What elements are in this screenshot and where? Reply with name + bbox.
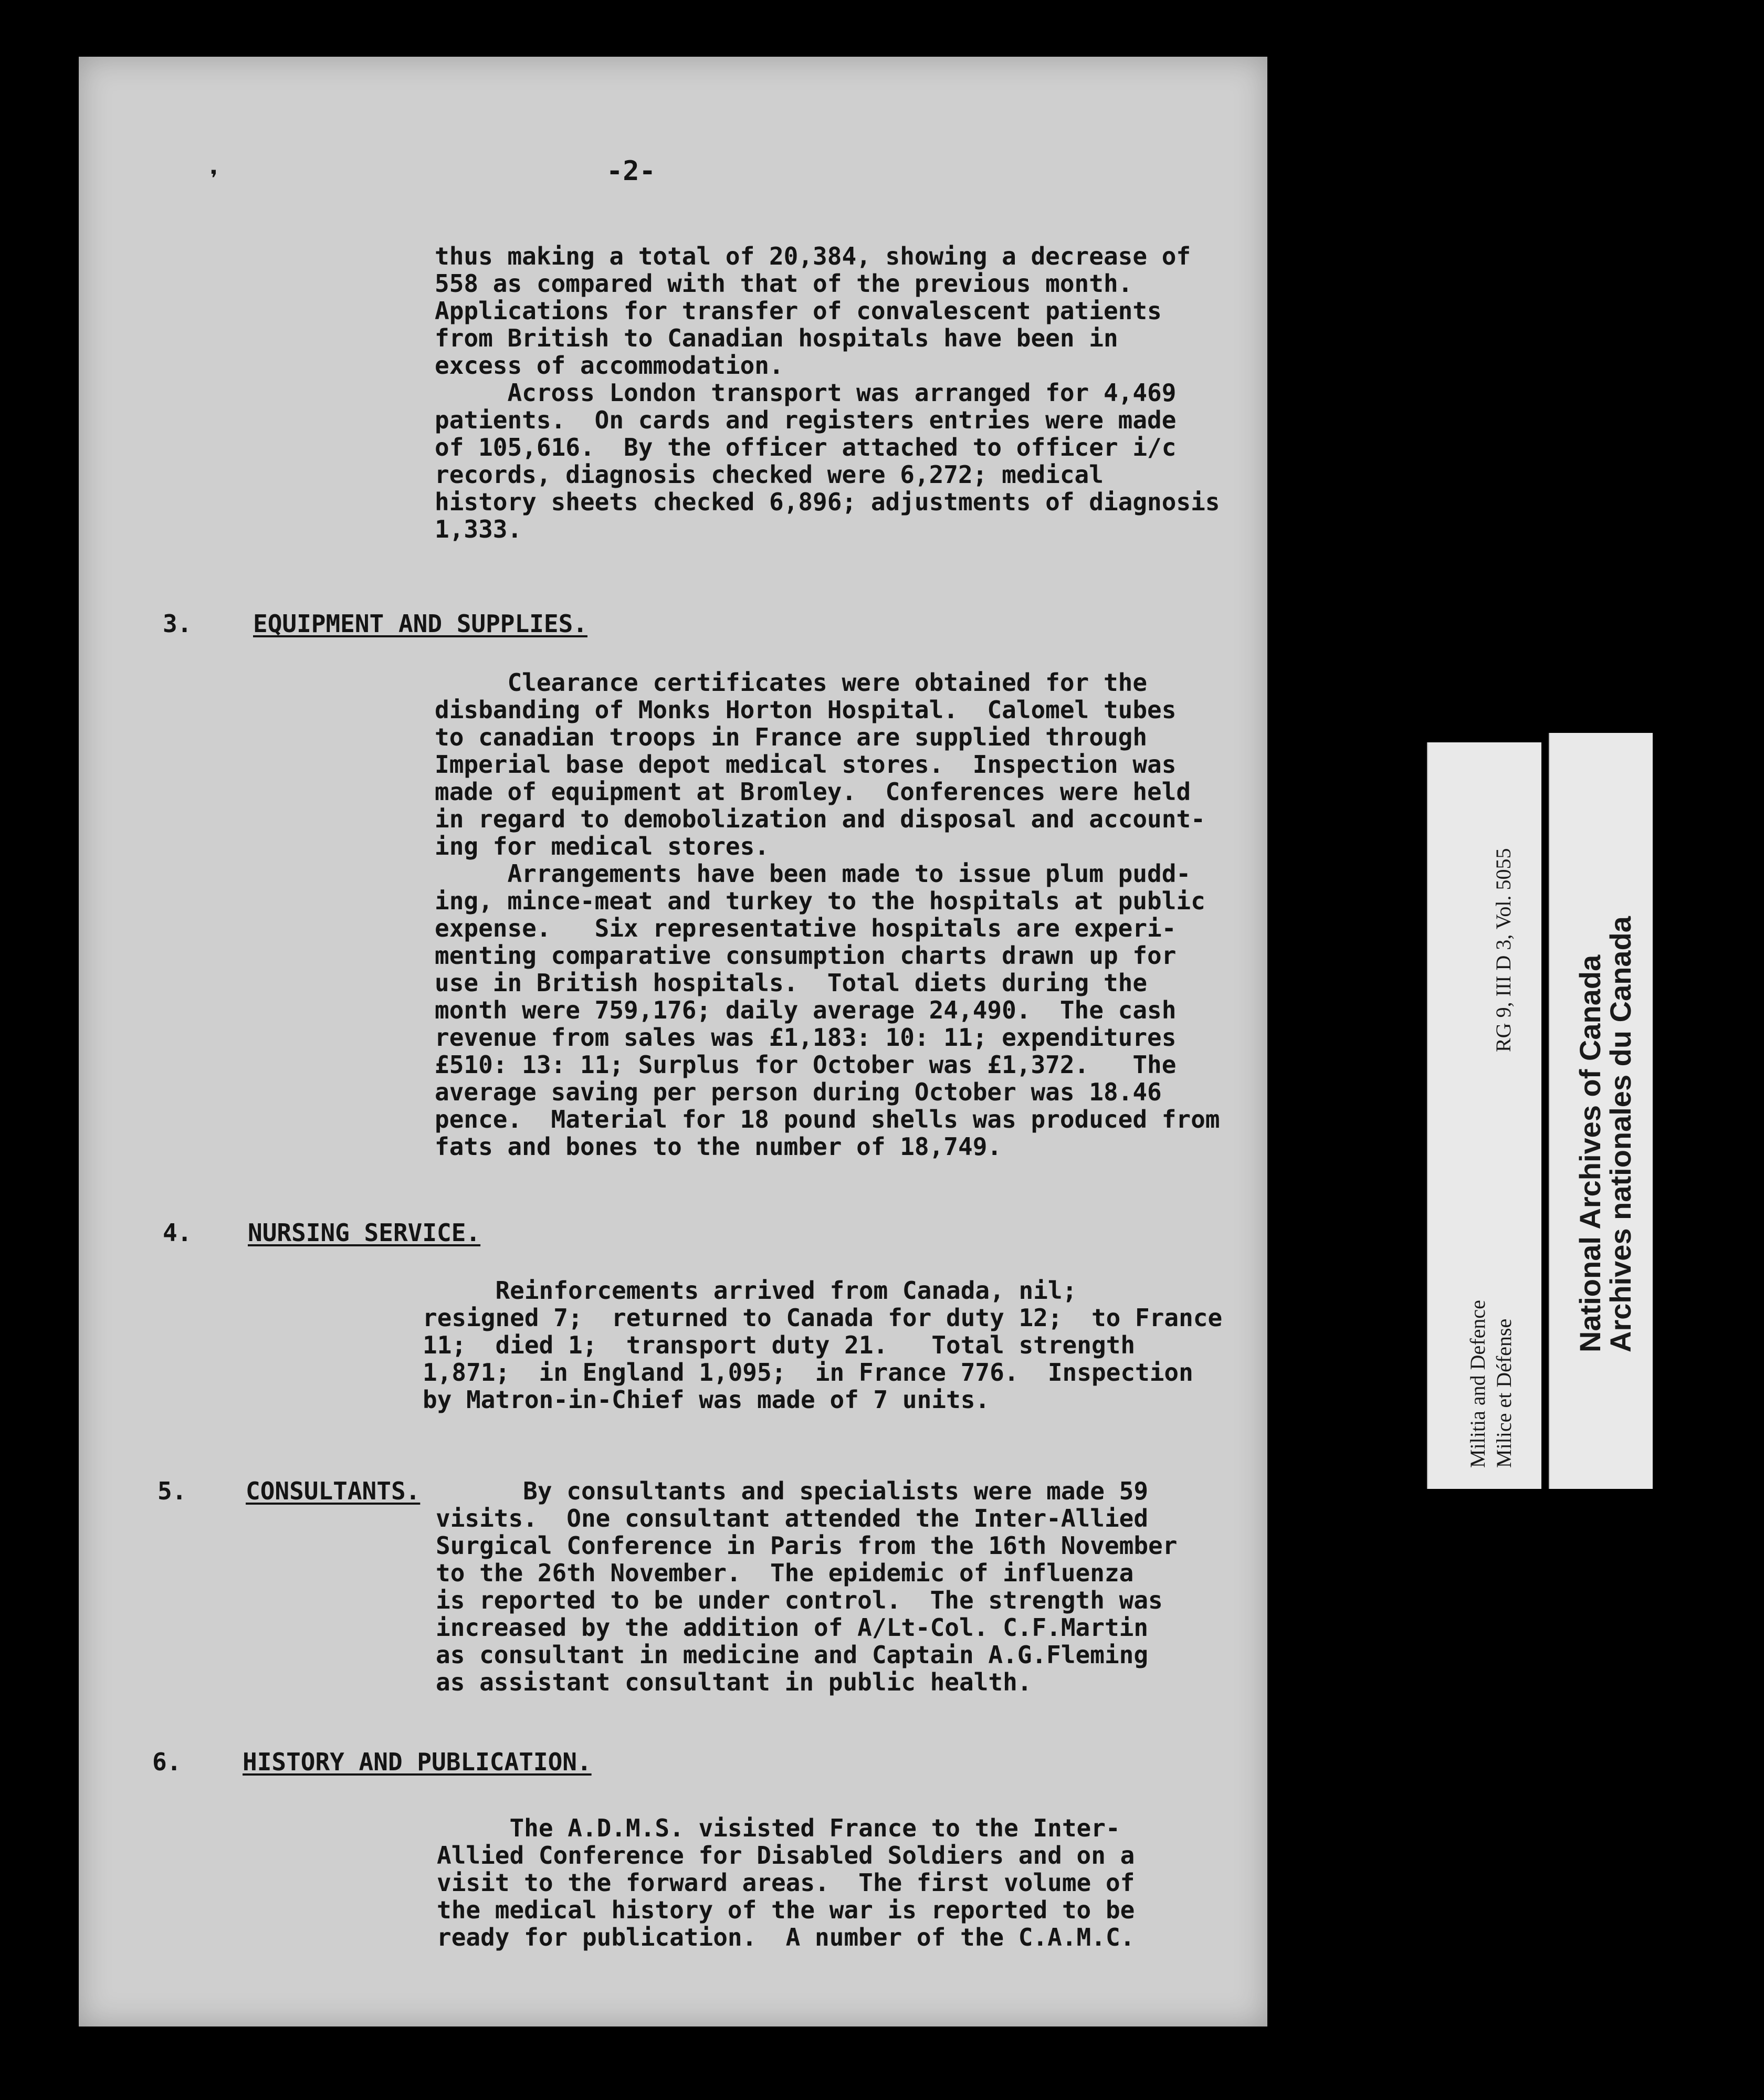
document-page [79,57,1267,2026]
section-number: 3. [163,610,192,638]
section-heading: NURSING SERVICE. [248,1219,481,1247]
archive-name-fr: Archives nationales du Canada [1604,916,1637,1352]
section-body: The A.D.M.S. visisted France to the Inter- Allied Conference for Disabled Soldiers and on a visit to the forward areas. The first volume of the medical history of the war is reported to be ready for publication. A number of the C.A.M.C. [437,1814,1135,1951]
section-number: 5. [158,1477,187,1505]
section-heading: CONSULTANTS. [246,1477,421,1505]
page-number: -2- [606,155,656,187]
margin-mark: ❜ [205,164,223,198]
department-fr: Milice et Défense [1492,1318,1516,1468]
archive-name-label [1549,733,1653,1489]
archive-reference-label [1427,742,1541,1489]
section-body: Reinforcements arrived from Canada, nil; resigned 7; returned to Canada for duty 12; to France 11; died 1; transport duty 21. Total strength 1,871; in England 1,095; in France 776. Inspection by Matron-in-Chief was made of 7 units. [423,1276,1223,1414]
section-number: 6. [152,1748,182,1776]
department-en: Militia and Defence [1466,1300,1489,1468]
intro-paragraph: thus making a total of 20,384, showing a decrease of 558 as compared with that of the previous month. Applications for transfer of convalescent patients from British to Canadian hospitals have been in excess of accommodation. Across London transport was arranged for 4,469 patients. On cards and registers entries were made of 105,616. By the officer attached to officer i/c records, diagnosis checked were 6,272; medical history sheets checked 6,896; adjustments of diagnosis 1,333. [435,242,1220,543]
section-body: Clearance certificates were obtained for the disbanding of Monks Horton Hospital. Calomel tubes to canadian troops in France are supplied through Imperial base depot medical stores. Inspection was made of equipment at Bromley. Conferences were held in regard to demobolization and disposal and account- ing for medical stores. Arrangements have been made to issue plum pudd- ing, mince-meat and turkey to the hospitals at public expense. Six representative hospitals are experi- menting comparative consumption charts drawn up for use in British hospitals. Total diets during the month were 759,176; daily average 24,490. The cash revenue from sales was £1,183: 10: 11; expenditures £510: 13: 11; Surplus for October was £1,372. The average saving per person during October was 18.46 pence. Material for 18 pound shells was produced from fats and bones to the number of 18,749. [435,668,1220,1161]
section-number: 4. [163,1219,192,1247]
section-heading: HISTORY AND PUBLICATION. [243,1748,592,1776]
reference-number: RG 9, III D 3, Vol. 5055 [1492,848,1515,1052]
archive-name-en: National Archives of Canada [1573,954,1606,1352]
section-heading: EQUIPMENT AND SUPPLIES. [253,610,587,638]
section-body: By consultants and specialists were made 59 visits. One consultant attended the Inter-Allied Surgical Conference in Paris from the 16th November to the 26th November. The epidemic of influenza is reported to be under control. The strength was increased by the addition of A/Lt-Col. C.F.Martin as consultant in medicine and Captain A.G.Fleming as assistant consultant in public health. [436,1477,1178,1696]
